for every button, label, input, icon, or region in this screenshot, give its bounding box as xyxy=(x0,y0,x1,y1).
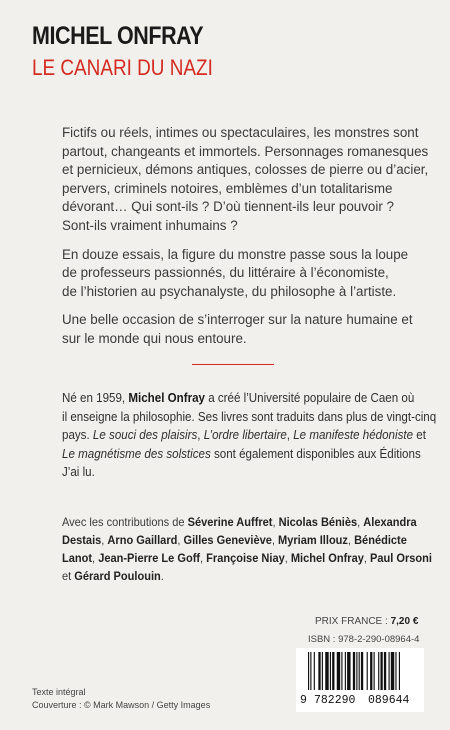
contributor-name: Séverine Auffret xyxy=(187,515,273,529)
barcode-bar xyxy=(322,652,323,692)
contrib-separator: , xyxy=(347,533,355,547)
blurb-line: partout, changeants et immortels. Personnages romanesques xyxy=(62,143,429,159)
contrib-separator: , xyxy=(177,533,184,547)
barcode-bar xyxy=(356,652,357,692)
bio-line xyxy=(62,445,421,464)
contrib-line xyxy=(62,549,432,567)
barcode-bar xyxy=(391,652,394,692)
blurb-line: sur le monde qui nous entoure. xyxy=(62,330,247,346)
barcode-bar xyxy=(332,652,334,692)
barcode-bar xyxy=(380,652,382,692)
barcode-bar xyxy=(345,652,346,692)
price-value: 7,20 € xyxy=(390,616,419,627)
blurb-paragraph-2 xyxy=(62,246,426,302)
barcode-bar xyxy=(389,652,390,692)
section-divider xyxy=(192,364,274,365)
contrib-separator: , xyxy=(92,551,99,565)
barcode-bar xyxy=(325,652,328,692)
blurb-line: pervers, criminels notoires, emblèmes d’un totalitarisme xyxy=(62,180,393,196)
bio-book-title: L’ordre libertaire xyxy=(203,428,287,443)
blurb-line: Une belle occasion de s’interroger sur la nature humaine et xyxy=(62,312,413,328)
contrib-separator: , xyxy=(363,551,371,565)
contrib-line xyxy=(62,531,407,549)
blurb-paragraph-3 xyxy=(62,311,426,348)
barcode-bar xyxy=(330,652,331,692)
bio-text: , xyxy=(286,428,294,443)
contributor-name: Arno Gaillard xyxy=(107,533,178,547)
blurb-line: de l’historien au psychanalyste, du philosophe à l’artiste. xyxy=(62,283,397,299)
blurb-line: de professeurs passionnés, du littéraire à l’économiste, xyxy=(62,265,389,281)
blurb xyxy=(62,124,429,359)
blurb-line: et pernicieux, démons antiques, colosses de pierre ou d’acier, xyxy=(62,162,429,178)
barcode-bars xyxy=(296,648,424,692)
bio-text: sont également disponibles aux Éditions xyxy=(210,446,421,461)
bio-book-title: Le manifeste hédoniste xyxy=(293,428,414,443)
barcode-digit-lead: 9 xyxy=(300,694,307,707)
contributor-name: Gilles Geneviève xyxy=(183,533,272,547)
bio-text: et xyxy=(413,428,426,443)
contributor-name: Michel Onfray xyxy=(290,551,364,565)
isbn: ISBN : 978-2-290-08964-4 xyxy=(308,634,420,645)
bio-author-name: Michel Onfray xyxy=(128,391,205,405)
contrib-separator: , xyxy=(272,515,279,529)
barcode-bar xyxy=(399,652,400,692)
contributor-name: Gérard Poulouin xyxy=(74,569,161,583)
author-name: MICHEL ONFRAY xyxy=(32,22,204,50)
bio-text: , xyxy=(197,428,204,443)
contributor-name: Françoise Niay xyxy=(206,551,285,565)
barcode-bar xyxy=(374,652,375,692)
barcode-bar xyxy=(384,652,386,692)
barcode-bar xyxy=(367,652,368,692)
bio-line xyxy=(62,426,426,445)
price-label: PRIX FRANCE : xyxy=(315,616,391,627)
contrib-separator: , xyxy=(200,551,207,565)
contributor-name: Alexandra xyxy=(363,515,417,529)
barcode-bar xyxy=(370,652,372,692)
contributor-name: Nicolas Béniès xyxy=(278,515,358,529)
barcode-bar xyxy=(353,652,355,692)
contrib-separator: , xyxy=(357,515,364,529)
contrib-end: . xyxy=(160,569,164,583)
author-bio xyxy=(62,389,437,482)
bio-line xyxy=(62,389,415,408)
contrib-line xyxy=(62,567,402,585)
blurb-line: En douze essais, la figure du monstre passe sous la loupe xyxy=(62,246,409,262)
contributor-name: Jean-Pierre Le Goff xyxy=(98,551,201,565)
barcode-digit-group: 782290 xyxy=(314,694,356,707)
footer xyxy=(32,686,210,712)
contrib-separator: , xyxy=(271,533,279,547)
barcode-bar xyxy=(314,652,315,692)
blurb-line: dévorant… Qui sont-ils ? D’où tiennent-ils leur pouvoir ? xyxy=(62,199,394,215)
barcode-bar xyxy=(337,652,340,692)
barcode-bar xyxy=(318,652,320,692)
barcode-bar xyxy=(361,652,363,692)
bio-line: il enseigne la philosophie. Ses livres sont traduits dans plus de vingt-cinq xyxy=(62,409,437,424)
contributor-name: Lanot xyxy=(62,551,93,565)
contrib-separator: , xyxy=(284,551,291,565)
contrib-line xyxy=(62,513,417,531)
bio-book-title: Le magnétisme des solstices xyxy=(62,446,211,461)
barcode-bar xyxy=(347,652,350,692)
barcode-bar xyxy=(395,652,396,692)
bio-text: Né en 1959, xyxy=(62,391,129,405)
barcode-bar xyxy=(341,652,342,692)
price xyxy=(315,616,418,627)
blurb-paragraph-1 xyxy=(62,124,429,236)
barcode-digits xyxy=(296,690,424,710)
bio-book-title: Le souci des plaisirs xyxy=(92,428,198,443)
contrib-intro: Avec les contributions de xyxy=(62,515,188,529)
footer-line: Texte intégral xyxy=(32,687,86,697)
bio-text: pays. xyxy=(62,428,93,443)
contrib-and: et xyxy=(62,569,75,583)
contrib-separator: , xyxy=(101,533,108,547)
contributors xyxy=(62,513,432,585)
contributor-name: Myriam Illouz xyxy=(278,533,348,547)
blurb-line: Sont-ils vraiment inhumains ? xyxy=(62,217,238,233)
blurb-line: Fictifs ou réels, intimes ou spectaculaires, les monstres sont xyxy=(62,125,419,140)
book-title: LE CANARI DU NAZI xyxy=(32,55,213,80)
barcode-digit-group: 089644 xyxy=(368,694,410,707)
footer-line: Couverture : © Mark Mawson / Getty Images xyxy=(32,700,211,710)
contributor-name: Destais xyxy=(62,533,102,547)
bio-text: a créé l’Université populaire de Caen où xyxy=(204,391,415,405)
barcode-bar xyxy=(359,652,360,692)
barcode-bar xyxy=(308,652,309,692)
barcode-bar xyxy=(310,652,311,692)
bio-line: J’ai lu. xyxy=(62,465,95,480)
barcode-bar xyxy=(378,652,379,692)
contributor-name: Paul Orsoni xyxy=(370,551,432,565)
contributor-name: Bénédicte xyxy=(354,533,407,547)
